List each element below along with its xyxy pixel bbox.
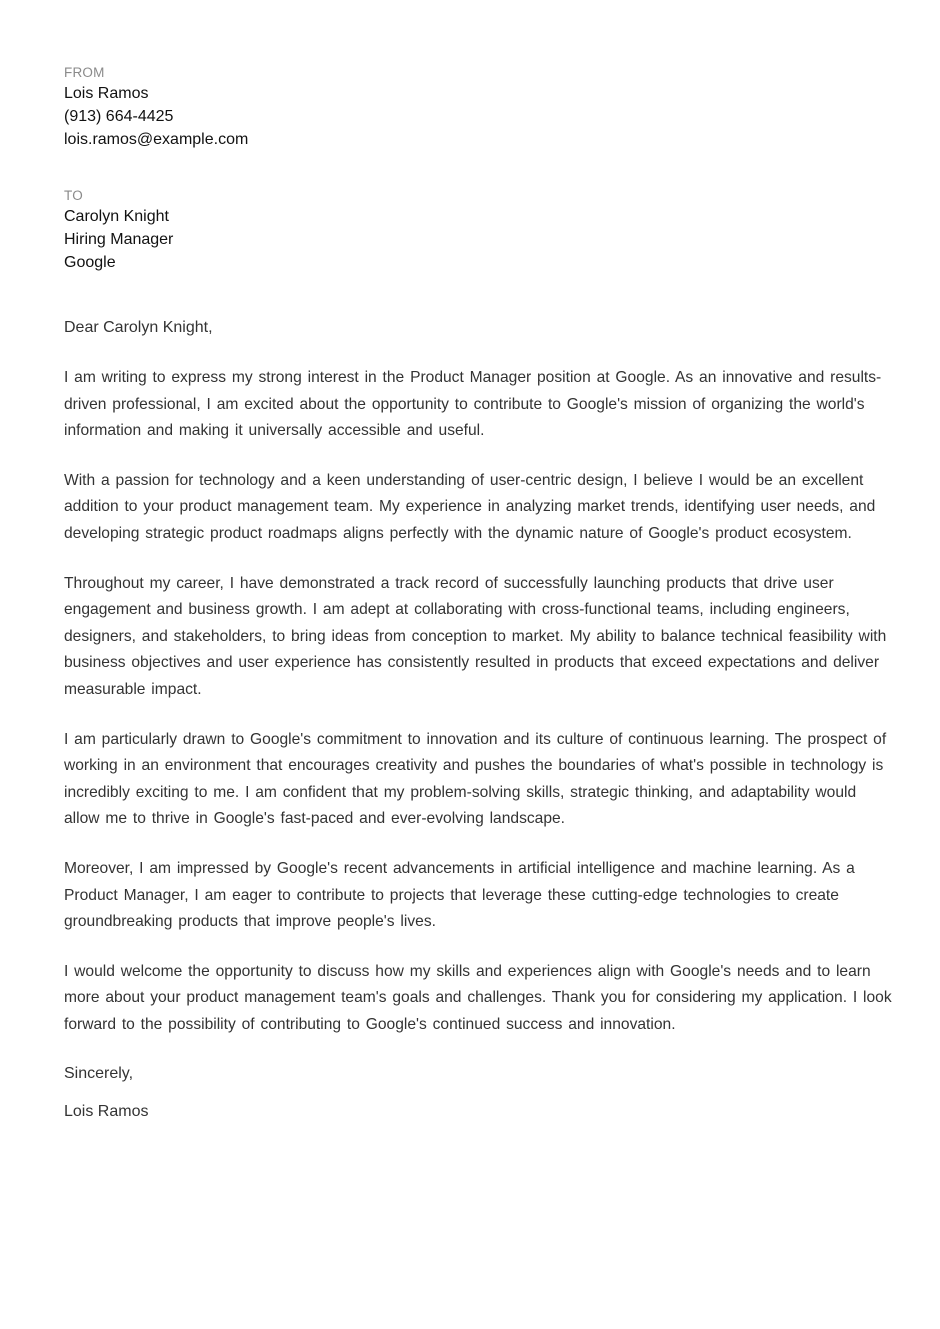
cover-letter (64, 64, 896, 1123)
to-label: TO (64, 188, 83, 203)
closing: Sincerely, (64, 1065, 134, 1083)
body-paragraph-6: I would welcome the opportunity to discuss how my skills and experiences align with Google's needs and to learn more about your product management team's goals and challenges. Thank you for considering my application. I look forward to the possibility of contributing to Google's continued success and innovation. (64, 962, 892, 1033)
body-paragraph-4: I am particularly drawn to Google's commitment to innovation and its culture of continuous learning. The prospect of working in an environment that encourages creativity and pushes the boundaries of what's possible in technology is incredibly exciting to me. I am confident that my problem-solving skills, strategic thinking, and adaptability would allow me to thrive in Google's fast-paced and ever-evolving landscape. (64, 730, 887, 828)
body-paragraph-1: I am writing to express my strong interest in the Product Manager position at Google. As an innovative and results-driven professional, I am excited about the opportunity to contribute to Google's mission of organizing the world's information and making it universally accessible and useful. (64, 369, 882, 440)
sender-name: Lois Ramos (64, 85, 149, 102)
body-paragraph-3: Throughout my career, I have demonstrated a track record of successfully launching products that drive user engagement and business growth. I am adept at collaborating with cross-functional teams, including engineers, designers, and stakeholders, to bring ideas from conception to market. My ability to balance technical feasibility with business objectives and user experience has consistently resulted in products that exceed expectations and deliver measurable impact. (64, 574, 887, 698)
salutation: Dear Carolyn Knight, (64, 319, 213, 336)
body-paragraph-2: With a passion for technology and a keen understanding of user-centric design, I believe I would be an excellent addition to your product management team. My experience in analyzing market trends, identifying user needs, and developing strategic product roadmaps aligns perfectly with the dynamic nature of Google's product ecosystem. (64, 471, 876, 542)
sender-phone: (913) 664-4425 (64, 108, 174, 125)
recipient-block (64, 187, 896, 274)
recipient-name: Carolyn Knight (64, 208, 169, 225)
recipient-company: Google (64, 254, 116, 271)
sender-block (64, 64, 896, 151)
recipient-title: Hiring Manager (64, 231, 174, 248)
from-label: FROM (64, 65, 105, 80)
body-paragraph-5: Moreover, I am impressed by Google's recent advancements in artificial intelligence and machine learning. As a Product Manager, I am eager to contribute to projects that leverage these cutting-edge technologies to create groundbreaking products that improve people's lives. (64, 859, 855, 931)
sender-email: lois.ramos@example.com (64, 131, 249, 148)
signature: Lois Ramos (64, 1103, 149, 1121)
